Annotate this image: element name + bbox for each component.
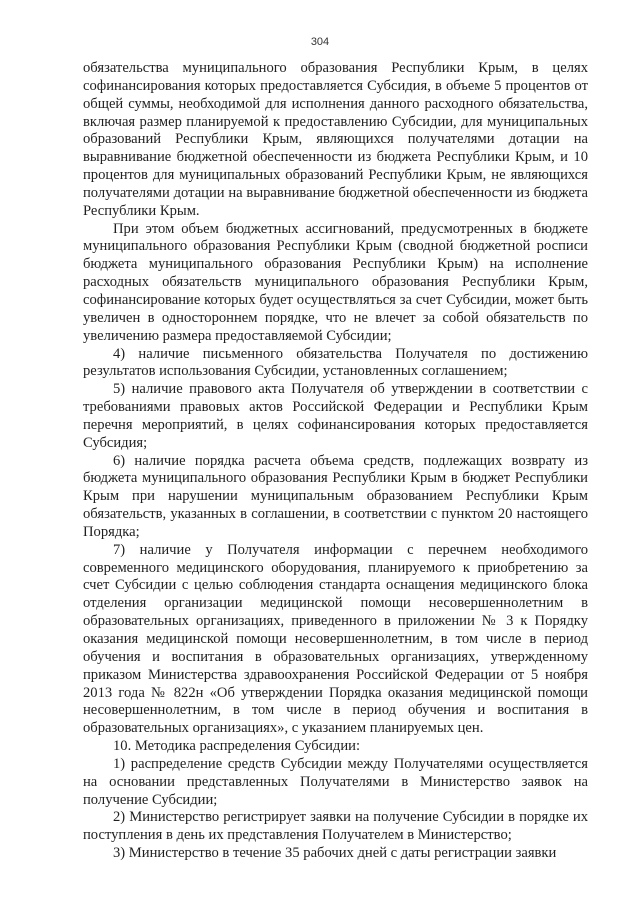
paragraph-item-7: 7) наличие у Получателя информации с перечнем необходимого современного медицинского оборудования, планируемого к приобретению за счет Субсидии с целью соблюдения стандарта оснащения медицинского блока отделения организации медицинской помощи несовершеннолетним в образовательных организациях, приведенного в приложении № 3 к Порядку оказания медицинской помощи несовершеннолетним, в том числе в период обучения и воспитания в образовательных организациях, утвержденному приказом Министерства здравоохранения Российской Федерации от 5 ноября 2013 года № 822н «Об утверждении Порядка оказания медицинской помощи несовершеннолетним, в том числе в период обучения и воспитания в образовательных организациях», с указанием планируемых цен.: [83, 541, 588, 737]
paragraph-item-6: 6) наличие порядка расчета объема средств, подлежащих возврату из бюджета муниципального образования Республики Крым в бюджет Республики Крым при нарушении муниципальным образованием Республики Крым обязательств, указанных в соглашении, в соответствии с пунктом 20 настоящего Порядка;: [83, 452, 588, 540]
paragraph-method-3: 3) Министерство в течение 35 рабочих дней с даты регистрации заявки: [113, 845, 557, 862]
document-body: [83, 60, 588, 863]
paragraph-method-1: 1) распределение средств Субсидии между Получателями осуществляется на основании представленных Получателями в Министерство заявок на получение Субсидии;: [83, 755, 588, 808]
section-heading-10: 10. Методика распределения Субсидии:: [113, 738, 361, 755]
paragraph-continuation: обязательства муниципального образования Республики Крым, в целях софинансирования которых предоставляется Субсидия, в объеме 5 процентов от общей суммы, необходимой для исполнения данного расходного обязательства, включая размер планируемой к предоставлению Субсидии, для муниципальных образований Республики Крым, являющихся получателями дотации на выравнивание бюджетной обеспеченности из бюджета Республики Крым, и 10 процентов для муниципальных образований Республики Крым, не являющихся получателями дотации на выравнивание бюджетной обеспеченности из бюджета Республики Крым.: [83, 60, 588, 219]
paragraph-item-4: 4) наличие письменного обязательства Получателя по достижению результатов использования Субсидии, установленных соглашением;: [83, 345, 588, 380]
paragraph-method-2: 2) Министерство регистрирует заявки на получение Субсидии в порядке их поступления в день их представления Получателем в Министерство;: [83, 809, 588, 844]
paragraph-budget-allocations: При этом объем бюджетных ассигнований, предусмотренных в бюджете муниципального образования Республики Крым (сводной бюджетной росписи бюджета муниципального образования Республики Крым) на исполнение расходных обязательств муниципального образования Республики Крым, софинансирование которых будет осуществляться за счет Субсидии, может быть увеличен в одностороннем порядке, что не влечет за собой обязательств по увеличению размера предоставляемой Субсидии;: [83, 220, 588, 344]
page-number: 304: [310, 36, 330, 48]
paragraph-item-5: 5) наличие правового акта Получателя об утверждении в соответствии с требованиями правовых актов Российской Федерации и Республики Крым перечня мероприятий, в целях софинансирования которых предоставляется Субсидия;: [83, 381, 588, 451]
